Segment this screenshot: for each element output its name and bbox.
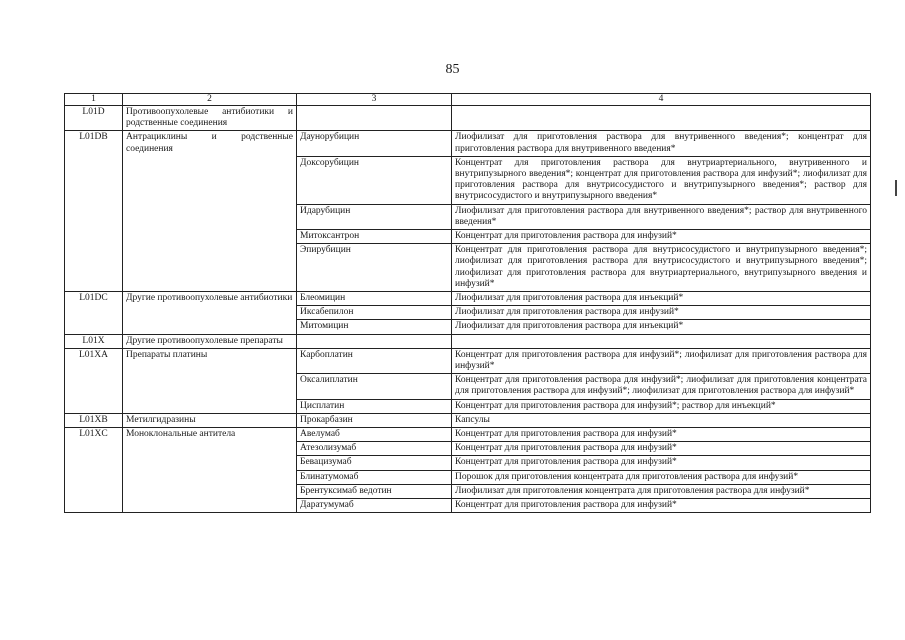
dosage-form-cell: Лиофилизат для приготовления концентрата для приготовления раствора для инфузий*: [452, 484, 871, 498]
group-name-cell: Препараты платины: [123, 348, 297, 413]
group-name-cell: Противоопухолевые антибиотики и родственные соединения: [123, 106, 297, 131]
dosage-form-cell: Концентрат для приготовления раствора для внутриартериального, внутривенного и внутрипузырного введения*; концентрат для приготовления раствора для инфузий*; лиофилизат для приготовления раствора для внутрисосудистого и внутрипузырного введения*; раствор для внутрисосудистого и внутрипузырного введения*: [452, 156, 871, 204]
dosage-form-cell: Концентрат для приготовления раствора для инфузий*: [452, 456, 871, 470]
atc-code-cell: L01X: [65, 334, 123, 348]
dosage-form-cell: Лиофилизат для приготовления раствора для инъекций*: [452, 292, 871, 306]
drug-name-cell: Идарубицин: [297, 204, 452, 229]
drug-name-cell: Карбоплатин: [297, 348, 452, 373]
table-body: [65, 106, 871, 513]
header-row: [65, 94, 871, 106]
drug-name-cell: Бевацизумаб: [297, 456, 452, 470]
drug-name-cell: Доксорубицин: [297, 156, 452, 204]
page-number: 85: [445, 62, 460, 77]
column-header: 1: [65, 94, 123, 106]
group-name-cell: Метилгидразины: [123, 413, 297, 427]
column-header: 2: [123, 94, 297, 106]
group-name-cell: Антрациклины и родственные соединения: [123, 131, 297, 292]
table-row: [65, 348, 871, 373]
drug-name-cell: [297, 334, 452, 348]
drug-name-cell: Блинатумомаб: [297, 470, 452, 484]
table-row: [65, 131, 871, 156]
dosage-form-cell: Лиофилизат для приготовления раствора для инфузий*: [452, 306, 871, 320]
table-row: [65, 334, 871, 348]
drug-name-cell: Даунорубицин: [297, 131, 452, 156]
atc-code-cell: L01D: [65, 106, 123, 131]
atc-code-cell: L01XC: [65, 428, 123, 513]
drug-name-cell: Блеомицин: [297, 292, 452, 306]
dosage-form-cell: Концентрат для приготовления раствора для инфузий*; лиофилизат для приготовления раствора для инфузий*: [452, 348, 871, 373]
atc-code-cell: L01XA: [65, 348, 123, 413]
table-row: [65, 413, 871, 427]
atc-code-cell: L01DC: [65, 292, 123, 335]
table-row: [65, 106, 871, 131]
dosage-form-cell: Концентрат для приготовления раствора для инфузий*: [452, 499, 871, 513]
drug-name-cell: Эпирубицин: [297, 244, 452, 292]
dosage-form-cell: [452, 334, 871, 348]
drug-name-cell: [297, 106, 452, 131]
drug-name-cell: Даратумумаб: [297, 499, 452, 513]
group-name-cell: Моноклональные антитела: [123, 428, 297, 513]
dosage-form-cell: Лиофилизат для приготовления раствора для внутривенного введения*; раствор для внутривенного введения*: [452, 204, 871, 229]
dosage-form-cell: Лиофилизат для приготовления раствора для инъекций*: [452, 320, 871, 334]
drug-name-cell: Атезолизумаб: [297, 442, 452, 456]
column-header: 3: [297, 94, 452, 106]
group-name-cell: Другие противоопухолевые препараты: [123, 334, 297, 348]
drug-name-cell: Митомицин: [297, 320, 452, 334]
drug-name-cell: Авелумаб: [297, 428, 452, 442]
dosage-form-cell: Концентрат для приготовления раствора для внутрисосудистого и внутрипузырного введения*; лиофилизат для приготовления раствора для внутрисосудистого и внутрипузырного введения*; лиофилизат для приготовления раствора для внутриартериального, внутрипузырного введения и инфузий*: [452, 244, 871, 292]
medication-table: [64, 93, 871, 513]
column-header: 4: [452, 94, 871, 106]
dosage-form-cell: Концентрат для приготовления раствора для инфузий*; раствор для инъекций*: [452, 399, 871, 413]
table-row: [65, 292, 871, 306]
dosage-form-cell: Концентрат для приготовления раствора для инфузий*: [452, 428, 871, 442]
atc-code-cell: L01DB: [65, 131, 123, 292]
dosage-form-cell: Порошок для приготовления концентрата для приготовления раствора для инфузий*: [452, 470, 871, 484]
atc-code-cell: L01XB: [65, 413, 123, 427]
dosage-form-cell: Капсулы: [452, 413, 871, 427]
dosage-form-cell: Концентрат для приготовления раствора для инфузий*; лиофилизат для приготовления концентрата для приготовления раствора для инфузий*; лиофилизат для приготовления раствора для инфузий*: [452, 374, 871, 399]
drug-name-cell: Прокарбазин: [297, 413, 452, 427]
dosage-form-cell: Концентрат для приготовления раствора для инфузий*: [452, 442, 871, 456]
drug-name-cell: Оксалиплатин: [297, 374, 452, 399]
group-name-cell: Другие противоопухолевые антибиотики: [123, 292, 297, 335]
dosage-form-cell: Лиофилизат для приготовления раствора для внутривенного введения*; концентрат для приготовления раствора для внутривенного введения*: [452, 131, 871, 156]
dosage-form-cell: [452, 106, 871, 131]
drug-name-cell: Митоксантрон: [297, 230, 452, 244]
drug-name-cell: Иксабепилон: [297, 306, 452, 320]
dosage-form-cell: Концентрат для приготовления раствора для инфузий*: [452, 230, 871, 244]
table-row: [65, 428, 871, 442]
margin-mark: [895, 180, 897, 196]
drug-name-cell: Цисплатин: [297, 399, 452, 413]
drug-name-cell: Брентуксимаб ведотин: [297, 484, 452, 498]
